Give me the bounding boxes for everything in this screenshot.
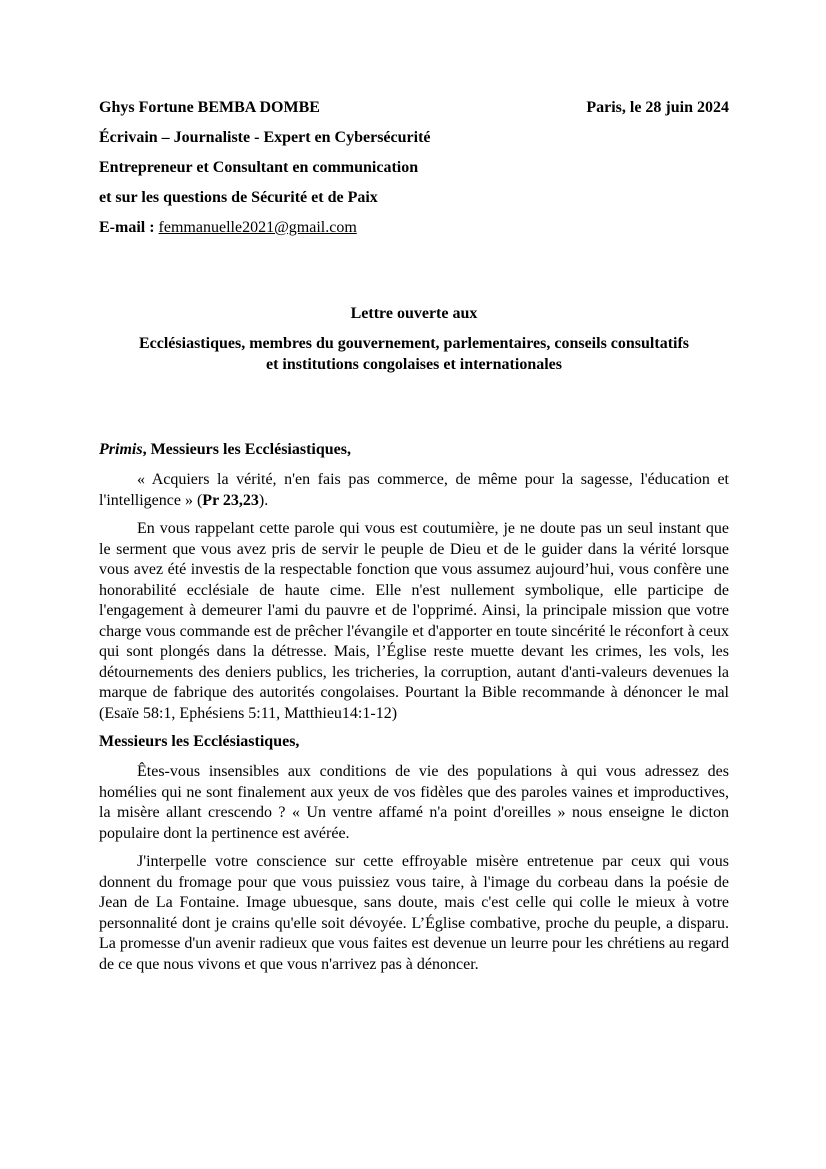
letter-date: Paris, le 28 juin 2024 [586, 99, 729, 116]
email-link[interactable]: femmanuelle2021@gmail.com [158, 219, 357, 236]
letter-recipients [99, 333, 729, 375]
sender-name: Ghys Fortune BEMBA DOMBE [99, 99, 320, 116]
paragraph-1: En vous rappelant cette parole qui vous est coutumière, je ne doute pas un seul instant que le serment que vous avez pris de servir le peuple de Dieu et de le guider dans la vérité lorsque vous avez été investis de la respectable fonction que vous assumez aujourd’hui, vous confère une honorabilité ecclésiale de haute cime. Elle n'est nullement symbolique, elle participe de l'engagement à demeurer l'ami du pauvre et de l'opprimé. Ainsi, la principale mission que votre charge vous commande est de prêcher l'évangile et d'apporter en toute sincérité le réconfort à ceux qui sont plongés dans la détresse. Mais, l’Église reste muette devant les crimes, les vols, les détournements des deniers publics, les tricheries, la corruption, autant d'anti-valeurs devenues la marque de fabrique des autorités congolaises. Pourtant la Bible recommande à dénoncer le mal (Esaïe 58:1, Ephésiens 5:11, Matthieu14:1-12) [99, 520, 729, 722]
quote-text: « Acquiers la vérité, n'en fais pas commerce, de même pour la sagesse, l'éducation et l'intelligence » ( [99, 471, 729, 509]
sender-email-line [99, 218, 729, 238]
salutation-primis-text: , Messieurs les Ecclésiastiques, [142, 441, 351, 458]
salutation-primis-italic: Primis [99, 441, 143, 458]
quote-reference: Pr 23,23 [202, 491, 259, 509]
sender-specialty: et sur les questions de Sécurité et de Paix [99, 189, 378, 206]
salutation-primis [99, 440, 729, 460]
bible-quote [99, 470, 729, 511]
recipients-line-1: Ecclésiastiques, membres du gouvernement, parlementaires, conseils consultatifs [138, 335, 690, 352]
email-label: E-mail : [99, 219, 159, 236]
quote-end: ). [258, 491, 269, 509]
letter-body [99, 440, 729, 983]
paragraph-3: J'interpelle votre conscience sur cette effroyable misère entretenue par ceux qui vous donnent du fromage pour que vous puissiez vous taire, à l'image du corbeau dans la poésie de Jean de La Fontaine. Image ubuesque, sans doute, mais c'est celle qui colle le mieux à votre personnalité dont je crains qu'elle soit dévoyée. L’Église combative, proche du peuple, a disparu. La promesse d'un avenir radieux que vous faites est devenue un leurre pour les chrétiens au regard de ce que nous vivons et que vous n'arrivez pas à dénoncer. [99, 853, 729, 973]
sender-header [99, 98, 729, 248]
sender-titles: Écrivain – Journaliste - Expert en Cybersécurité [99, 129, 431, 146]
letter-title: Lettre ouverte aux [350, 305, 478, 322]
sender-occupation: Entrepreneur et Consultant en communication [99, 159, 419, 176]
salutation-2: Messieurs les Ecclésiastiques, [99, 733, 300, 750]
recipients-line-2: et institutions congolaises et internationales [266, 356, 562, 373]
paragraph-2: Êtes-vous insensibles aux conditions de vie des populations à qui vous adressez des homélies qui ne sont finalement aux yeux de vos fidèles que des paroles vaines et improductives, la misère allant crescendo ? « Un ventre affamé n'a point d'oreilles » nous enseigne le dicton populaire dont la pertinence est avérée. [99, 763, 729, 842]
